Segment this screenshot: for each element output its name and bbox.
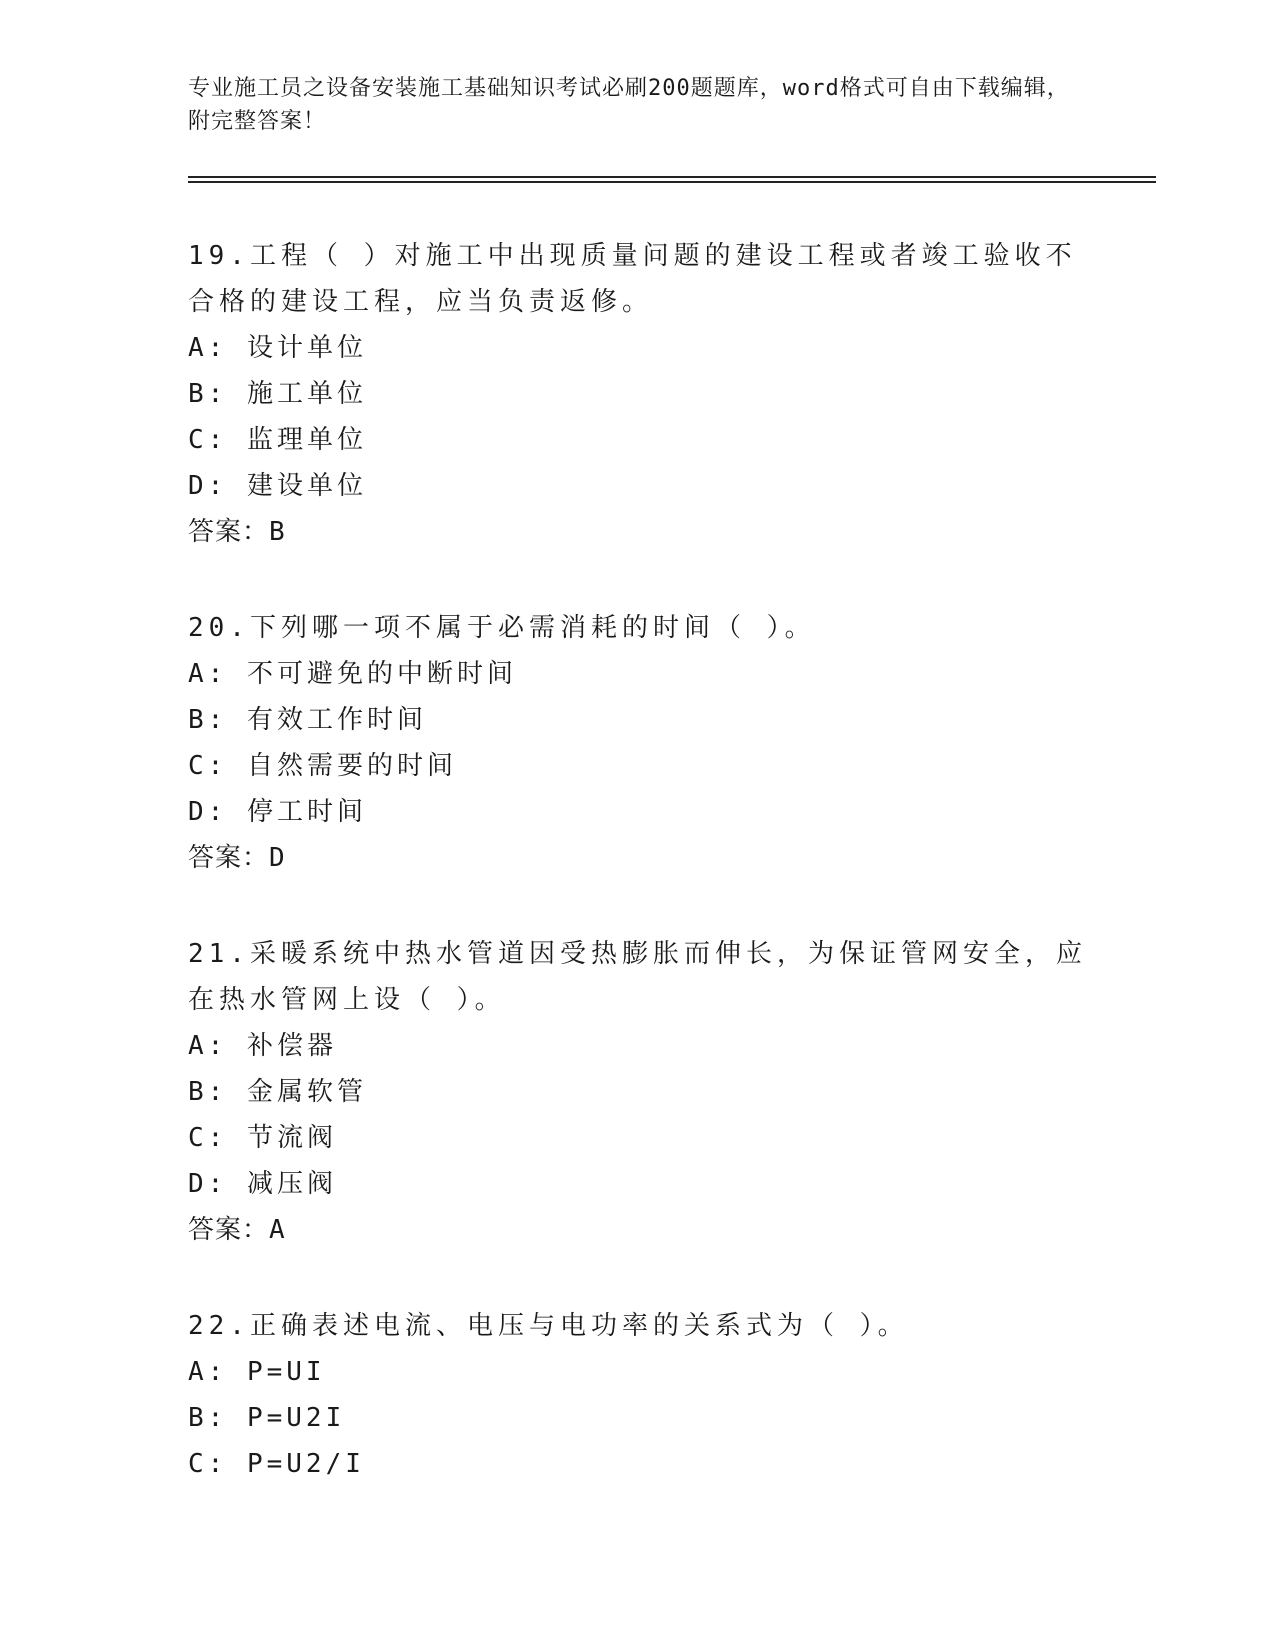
question-22 [188,1303,1088,1487]
answer-line [188,509,1088,555]
answer-line [188,1207,1088,1253]
document-header [188,72,1088,138]
option-c: C: 自然需要的时间 [188,751,457,781]
question-20 [188,605,1088,881]
option-c: C: P=U2/I [188,1449,365,1479]
answer-value: B [269,517,286,547]
answer-label: 答案： [188,517,270,547]
option-d: D: 减压阀 [188,1169,337,1199]
option-c: C: 监理单位 [188,425,367,455]
question-list [188,233,1088,1537]
option-a: A: P=UI [188,1357,326,1387]
answer-value: D [269,843,286,873]
question-21 [188,931,1088,1253]
question-stem: 20.下列哪一项不属于必需消耗的时间（ ）。 [188,613,816,643]
answer-value: A [269,1215,286,1245]
answer-label: 答案： [188,843,270,873]
answer-line [188,835,1088,881]
option-a: A: 补偿器 [188,1031,337,1061]
header-divider-bottom [188,181,1156,183]
option-a: A: 设计单位 [188,333,367,363]
question-stem: 21.采暖系统中热水管道因受热膨胀而伸长，为保证管网安全，应在热水管网上设（ ）。 [188,939,1087,1015]
option-c: C: 节流阀 [188,1123,337,1153]
document-title: 专业施工员之设备安装施工基础知识考试必刷200题题库，word格式可自由下载编辑，附完整答案！ [188,76,1070,134]
option-a: A: 不可避免的中断时间 [188,659,517,689]
answer-label: 答案： [188,1215,270,1245]
option-b: B: P=U2I [188,1403,346,1433]
option-d: D: 建设单位 [188,471,367,501]
option-b: B: 有效工作时间 [188,705,427,735]
header-divider-top [188,176,1156,178]
option-b: B: 金属软管 [188,1077,367,1107]
question-stem: 19.工程（ ）对施工中出现质量问题的建设工程或者竣工验收不合格的建设工程，应当负责返修。 [188,241,1077,317]
question-19 [188,233,1088,555]
question-stem: 22.正确表述电流、电压与电功率的关系式为（ ）。 [188,1311,909,1341]
option-d: D: 停工时间 [188,797,367,827]
option-b: B: 施工单位 [188,379,367,409]
